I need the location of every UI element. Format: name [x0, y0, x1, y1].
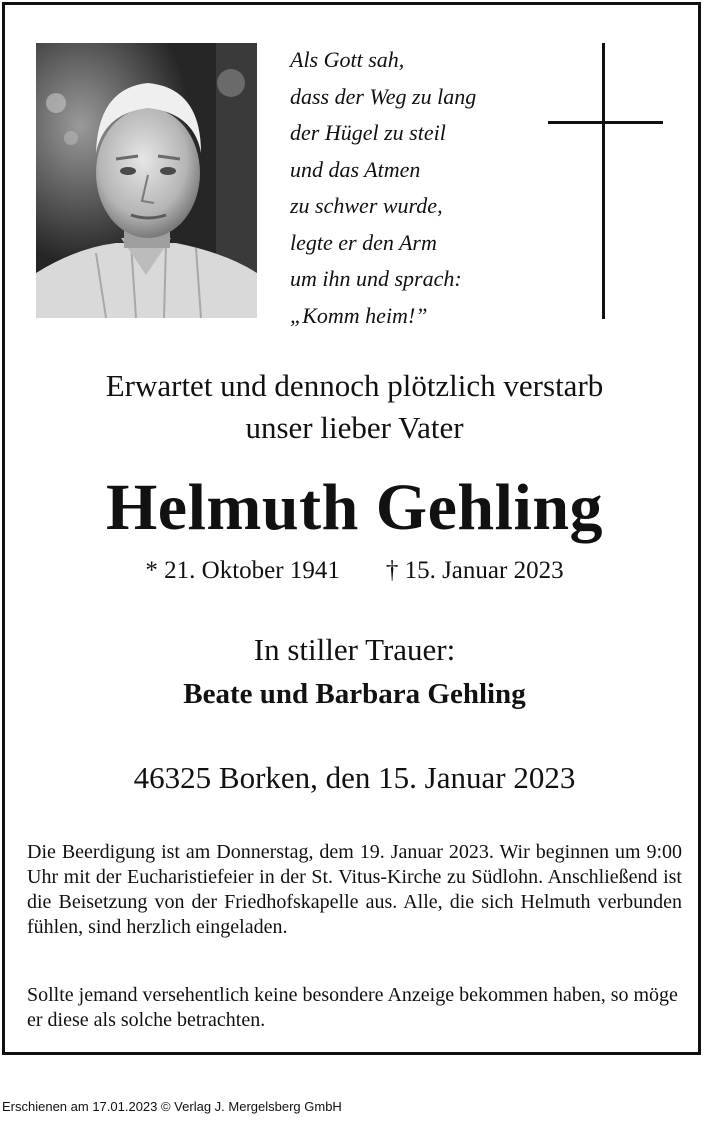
intro-line-2: unser lieber Vater [245, 410, 464, 445]
intro-text [0, 365, 709, 449]
poem-line: der Hügel zu steil [290, 120, 446, 145]
funeral-paragraph: Die Beerdigung ist am Donnerstag, dem 19. Januar 2023. Wir beginnen um 9:00 Uhr mit der Eucharistiefeier in der St. Vitus-Kirche zu Südlohn. Anschließend ist die Beisetzung von der Friedhofskapelle aus. Alle, die sich Helmuth verbunden fühlen, sind herzlich eingeladen. [27, 841, 682, 938]
mourners-names: Beate und Barbara Gehling [183, 678, 526, 710]
intro-line-1: Erwartet und dennoch plötzlich verstarb [105, 368, 604, 403]
place-date: 46325 Borken, den 15. Januar 2023 [133, 760, 576, 795]
poem-line: zu schwer wurde, [290, 193, 443, 218]
poem-line: und das Atmen [290, 156, 421, 182]
deceased-name: Helmuth Gehling [105, 471, 604, 544]
poem-line: legte er den Arm [290, 229, 437, 255]
poem-line: „Komm heim!” [290, 302, 428, 328]
poem-line: dass der Weg zu lang [290, 83, 477, 109]
poem-line: um ihn und sprach: [290, 266, 462, 291]
publication-footer: Erschienen am 17.01.2023 © Verlag J. Mergelsberg GmbH [2, 1099, 342, 1114]
mourning-heading: In stiller Trauer: [253, 632, 456, 667]
poem [290, 42, 476, 334]
birth-date: * 21. Oktober 1941 [145, 557, 340, 584]
death-date: † 15. Januar 2023 [385, 557, 564, 584]
portrait-photo [36, 43, 257, 318]
cross-icon [548, 43, 663, 319]
notice-paragraph: Sollte jemand versehentlich keine besondere Anzeige bekommen haben, so möge er diese als solche betrachten. [27, 984, 678, 1031]
life-dates [0, 557, 709, 585]
poem-line: Als Gott sah, [290, 47, 405, 72]
